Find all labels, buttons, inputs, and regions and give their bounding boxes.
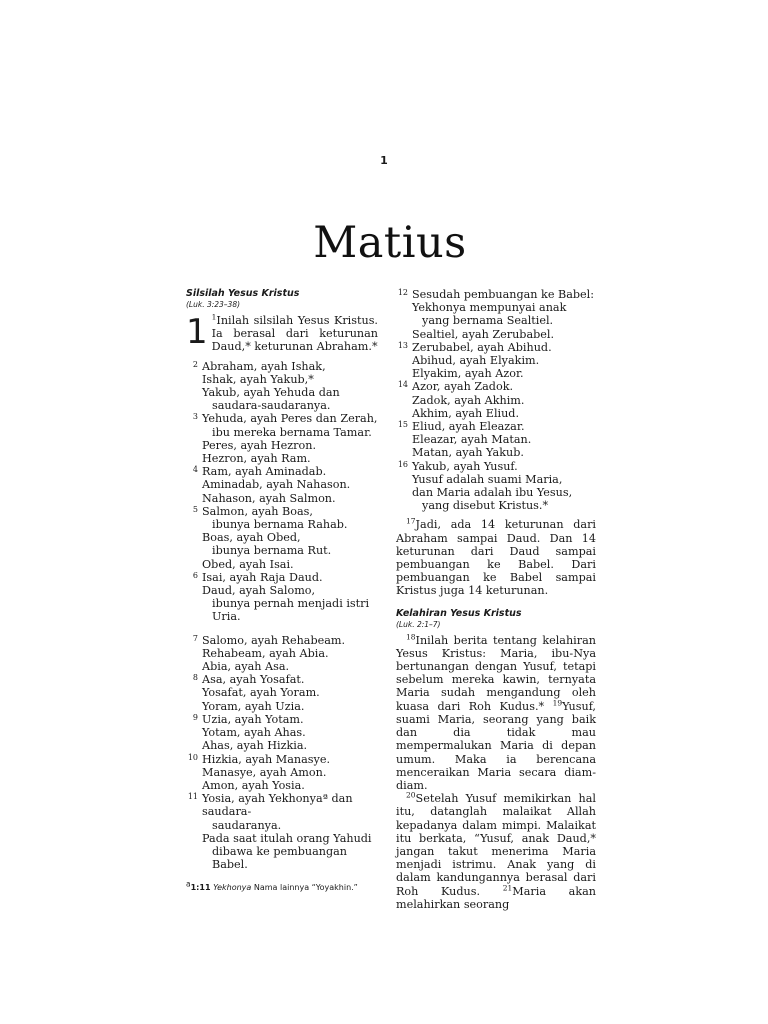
genealogy-line: dan Maria adalah ibu Yesus, bbox=[412, 486, 573, 500]
page-number: 1 bbox=[380, 154, 388, 167]
verse-number: 3 bbox=[192, 412, 198, 422]
verse-text: Yusuf, suami Maria, seorang yang baik dan dia tidak mau mempermalukan Maria di depan umum. Maka ia berencana menceraikan Maria secara diam-diam. bbox=[396, 699, 596, 792]
cross-reference: (Luk. 2:1–7) bbox=[396, 619, 441, 629]
genealogy-line: Matan, ayah Yakub. bbox=[412, 446, 524, 460]
verse-number: 4 bbox=[192, 465, 198, 475]
verse-number: 15 bbox=[397, 420, 408, 430]
verse-number: 1 bbox=[211, 312, 217, 322]
genealogy-line: Yekhonya mempunyai anak bbox=[412, 301, 567, 315]
verse-number: 21 bbox=[502, 882, 513, 892]
genealogy-line: Aminadab, ayah Nahason. bbox=[202, 478, 351, 492]
verse-number: 17 bbox=[406, 516, 416, 526]
cross-reference: (Luk. 3:23–38) bbox=[186, 300, 241, 309]
genealogy-verse bbox=[186, 753, 378, 793]
genealogy-line: Asa, ayah Yosafat. bbox=[202, 673, 305, 687]
verse-text: Inilah silsilah Yesus Kristus. Ia berasal dari keturunan Daud,* keturunan Abraham.* bbox=[211, 314, 378, 354]
verse-number: 13 bbox=[397, 340, 408, 350]
footnote bbox=[186, 879, 378, 893]
verse-number: 19 bbox=[552, 697, 563, 707]
section-heading: Silsilah Yesus Kristus bbox=[186, 288, 300, 299]
verse-number: 18 bbox=[406, 631, 416, 641]
genealogy-line: ibunya pernah menjadi istri Uria. bbox=[212, 597, 370, 624]
genealogy-verse bbox=[186, 505, 378, 571]
verse-17 bbox=[396, 518, 596, 597]
genealogy-line: Yotam, ayah Ahas. bbox=[202, 726, 306, 740]
section-heading: Kelahiran Yesus Kristus bbox=[396, 607, 522, 619]
genealogy-line: Nahason, ayah Salmon. bbox=[202, 491, 336, 505]
verse-number: 9 bbox=[192, 712, 198, 722]
verse-1 bbox=[186, 314, 378, 354]
genealogy-verse bbox=[186, 412, 378, 465]
genealogy-line: Yoram, ayah Uzia. bbox=[202, 699, 305, 713]
verse-number: 5 bbox=[192, 504, 198, 514]
genealogy-line: Salomo, ayah Rehabeam. bbox=[202, 633, 346, 647]
genealogy-list bbox=[186, 634, 378, 872]
genealogy-line: Salmon, ayah Boas, bbox=[202, 504, 313, 518]
genealogy-line: ibunya bernama Rut. bbox=[212, 544, 332, 558]
genealogy-line: Yosafat, ayah Yoram. bbox=[202, 686, 320, 700]
genealogy-verse bbox=[396, 380, 596, 420]
verse-number: 14 bbox=[397, 380, 408, 390]
book-title: Matius bbox=[313, 218, 467, 268]
genealogy-verse bbox=[396, 341, 596, 381]
genealogy-line: Azor, ayah Zadok. bbox=[412, 380, 514, 394]
right-column bbox=[396, 288, 596, 911]
genealogy-verse bbox=[186, 634, 378, 674]
genealogy-line: Yusuf adalah suami Maria, bbox=[412, 472, 563, 486]
genealogy-line: Boas, ayah Obed, bbox=[202, 531, 301, 545]
verse-number: 11 bbox=[187, 792, 198, 802]
genealogy-list bbox=[186, 360, 378, 624]
genealogy-verse bbox=[396, 460, 596, 513]
genealogy-line: Yakub, ayah Yusuf. bbox=[412, 459, 518, 473]
verse-number: 6 bbox=[192, 570, 198, 580]
verse-text: Jadi, ada 14 keturunan dari Abraham sampai Daud. Dan 14 keturunan dari Daud sampai pembuangan ke Babel. Dari pembuangan ke Babel sampai Kristus juga 14 keturunan. bbox=[396, 518, 596, 598]
footnote-ref: 1:11 bbox=[190, 883, 211, 893]
genealogy-verse bbox=[186, 465, 378, 505]
verse-20-21 bbox=[396, 792, 596, 911]
verse-text: Maria akan melahirkan seorang bbox=[396, 884, 596, 911]
genealogy-line: Eliud, ayah Eleazar. bbox=[412, 420, 525, 434]
genealogy-line: Hizkia, ayah Manasye. bbox=[202, 752, 331, 766]
genealogy-line: Pada saat itulah orang Yahudi bbox=[202, 831, 372, 845]
genealogy-verse bbox=[186, 792, 378, 871]
verse-number: 2 bbox=[192, 359, 198, 369]
genealogy-line: Sesudah pembuangan ke Babel: bbox=[412, 288, 595, 301]
verse-number: 7 bbox=[192, 633, 198, 643]
genealogy-line: Yakub, ayah Yehuda dan bbox=[202, 386, 340, 400]
genealogy-line: Sealtiel, ayah Zerubabel. bbox=[412, 327, 555, 341]
genealogy-verse bbox=[396, 420, 596, 460]
genealogy-line: Rehabeam, ayah Abia. bbox=[202, 646, 329, 660]
genealogy-line: yang disebut Kristus.* bbox=[422, 499, 549, 513]
footnote-word: Yekhonya bbox=[213, 883, 252, 893]
genealogy-verse bbox=[186, 571, 378, 624]
genealogy-line: Abia, ayah Asa. bbox=[202, 660, 290, 674]
genealogy-line: Elyakim, ayah Azor. bbox=[412, 367, 524, 381]
genealogy-line: Yehuda, ayah Peres dan Zerah, bbox=[202, 412, 378, 426]
verse-text: Setelah Yusuf memikirkan hal itu, datanglah malaikat Allah kepadanya dalam mimpi. Malaikat itu berkata, “Yusuf, anak Daud,* jangan takut menerima Maria menjadi istrimu. Anak yang di dalam kandungannya berasal dari Roh Kudus. bbox=[396, 792, 596, 898]
genealogy-line: ibunya bernama Rahab. bbox=[212, 518, 348, 532]
genealogy-line: Peres, ayah Hezron. bbox=[202, 438, 317, 452]
genealogy-line: Abihud, ayah Elyakim. bbox=[412, 354, 540, 368]
genealogy-list bbox=[396, 288, 596, 512]
genealogy-verse bbox=[186, 673, 378, 713]
verse-18-19 bbox=[396, 631, 596, 792]
genealogy-verse bbox=[396, 288, 596, 341]
genealogy-line: yang bernama Sealtiel. bbox=[422, 314, 554, 328]
genealogy-line: Amon, ayah Yosia. bbox=[202, 778, 305, 792]
genealogy-line: Zadok, ayah Akhim. bbox=[412, 393, 525, 407]
verse-number: 10 bbox=[187, 752, 198, 762]
genealogy-line: Manasye, ayah Amon. bbox=[202, 765, 327, 779]
genealogy-line: saudaranya. bbox=[212, 818, 282, 832]
genealogy-line: Isai, ayah Raja Daud. bbox=[202, 570, 323, 584]
genealogy-line: Hezron, ayah Ram. bbox=[202, 452, 311, 466]
genealogy-line: Uzia, ayah Yotam. bbox=[202, 712, 304, 726]
genealogy-line: Ram, ayah Aminadab. bbox=[202, 465, 327, 479]
left-column bbox=[186, 288, 378, 893]
genealogy-line: Yosia, ayah Yekhonyaª dan saudara- bbox=[202, 792, 353, 819]
genealogy-line: Zerubabel, ayah Abihud. bbox=[412, 340, 552, 354]
genealogy-line: Akhim, ayah Eliud. bbox=[412, 406, 520, 420]
verse-number: 8 bbox=[192, 673, 198, 683]
verse-number: 12 bbox=[397, 288, 408, 297]
genealogy-verse bbox=[186, 360, 378, 413]
genealogy-line: Ahas, ayah Hizkia. bbox=[202, 739, 308, 753]
verse-text: Inilah berita tentang kelahiran Yesus Kristus: Maria, ibu-Nya bertunangan dengan Yusuf, tetapi sebelum mereka kawin, ternyata Maria sudah mengandung oleh kuasa dari Roh Kudus.* bbox=[396, 633, 596, 713]
footnote-marker: a bbox=[186, 879, 191, 889]
genealogy-line: Abraham, ayah Ishak, bbox=[202, 359, 326, 373]
genealogy-line: dibawa ke pembuangan Babel. bbox=[212, 844, 347, 872]
footnote-text: Nama lainnya “Yoyakhin.” bbox=[253, 883, 358, 893]
genealogy-line: Obed, ayah Isai. bbox=[202, 557, 294, 571]
chapter-number: 1 bbox=[186, 312, 208, 352]
genealogy-line: saudara-saudaranya. bbox=[212, 399, 331, 413]
genealogy-line: ibu mereka bernama Tamar. bbox=[212, 425, 372, 439]
verse-number: 20 bbox=[406, 790, 416, 800]
genealogy-line: Eleazar, ayah Matan. bbox=[412, 433, 532, 447]
genealogy-line: Daud, ayah Salomo, bbox=[202, 584, 316, 598]
verse-number: 16 bbox=[397, 459, 408, 469]
genealogy-verse bbox=[186, 713, 378, 753]
genealogy-line: Ishak, ayah Yakub,* bbox=[202, 372, 314, 386]
